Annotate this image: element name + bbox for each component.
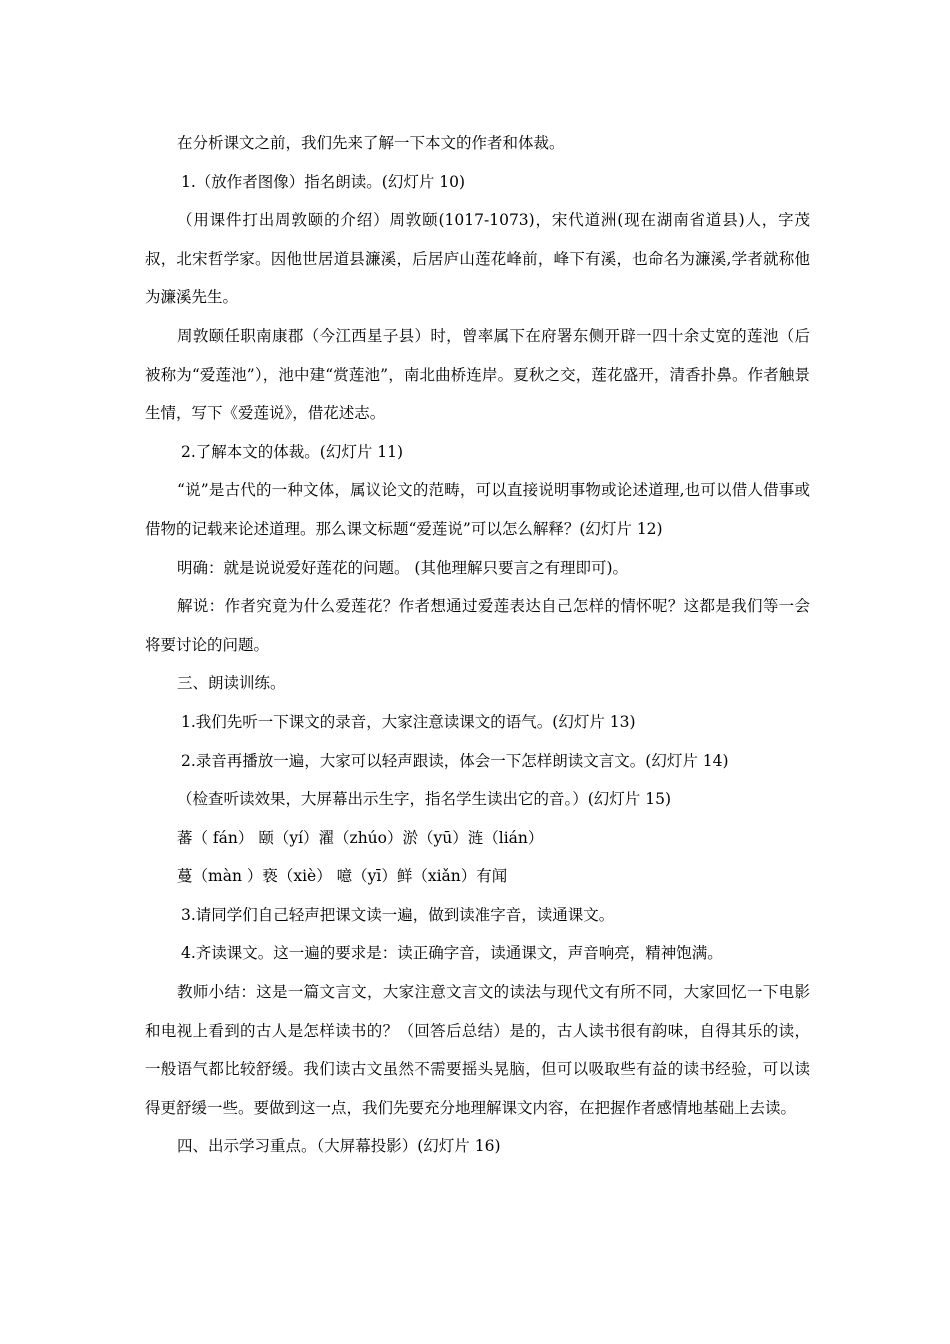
section-heading-key-points: 四、出示学习重点。（大屏幕投影）(幻灯片 16) (177, 1137, 501, 1156)
paragraph-clarification: 明确：就是说说爱好莲花的问题。 (其他理解只要言之有理即可)。 (177, 558, 629, 577)
paragraph-step-1: 1.（放作者图像）指名朗读。(幻灯片 10) (181, 172, 466, 191)
section-heading-reading: 三、朗读训练。 (177, 674, 286, 693)
paragraph-reading-step-2: 2.录音再播放一遍，大家可以轻声跟读，体会一下怎样朗读文言文。(幻灯片 14) (181, 751, 729, 770)
paragraph-author-intro: （用课件打出周敦颐的介绍）周敦颐(1017-1073)，宋代道洲(现在湖南省道县)人，字茂叔，北宋哲学家。因他世居道县濂溪，后居庐山莲花峰前，峰下有溪，也命名为濂溪,学者就称他为濂溪先生。 (145, 211, 810, 307)
document-body (145, 124, 810, 1166)
paragraph-step-2: 2.了解本文的体裁。(幻灯片 11) (181, 442, 404, 461)
paragraph-author-background: 周敦颐任职南康郡（今江西星子县）时，曾率属下在府署东侧开辟一四十余丈宽的莲池（后被称为“爱莲池”），池中建“赏莲池”，南北曲桥连岸。夏秋之交，莲花盛开，清香扑鼻。作者触景生情，写下《爱莲说》，借花述志。 (145, 326, 810, 423)
paragraph-reading-step-1: 1.我们先听一下课文的录音，大家注意读课文的语气。(幻灯片 13) (181, 712, 636, 731)
paragraph-teacher-summary: 教师小结：这是一篇文言文，大家注意文言文的读法与现代文有所不同，大家回忆一下电影和电视上看到的古人是怎样读书的？（回答后总结）是的，古人读书很有韵味，自得其乐的读，一般语气都比较舒缓。我们读古文虽然不需要摇头晃脑，但可以吸取些有益的读书经验，可以读得更舒缓一些。要做到这一点，我们先要充分地理解课文内容，在把握作者感情地基础上去读。 (145, 983, 810, 1117)
paragraph-check-reading: （检查听读效果，大屏幕出示生字，指名学生读出它的音。）(幻灯片 15) (177, 790, 671, 809)
paragraph-pinyin-line-1: 蕃（ fán） 颐（yí）濯（zhúo）淤（yū）涟（lián） (177, 828, 544, 847)
paragraph-commentary: 解说：作者究竟为什么爱莲花？作者想通过爱莲表达自己怎样的情怀呢？这都是我们等一会将要讨论的问题。 (145, 597, 810, 654)
paragraph-pinyin-line-2: 蔓（màn ）亵（xiè） 噫（yī）鲜（xiǎn）有闻 (177, 867, 508, 886)
paragraph-reading-step-4: 4.齐读课文。这一遍的要求是：读正确字音，读通课文，声音响亮，精神饱满。 (181, 944, 723, 963)
paragraph-intro: 在分析课文之前，我们先来了解一下本文的作者和体裁。 (177, 134, 565, 152)
paragraph-reading-step-3: 3.请同学们自己轻声把课文读一遍，做到读准字音，读通课文。 (181, 905, 615, 924)
paragraph-genre-explanation: “说”是古代的一种文体，属议论文的范畴，可以直接说明事物或论述道理,也可以借人借事或借物的记载来论述道理。那么课文标题“爱莲说”可以怎么解释？(幻灯片 12) (145, 481, 810, 538)
